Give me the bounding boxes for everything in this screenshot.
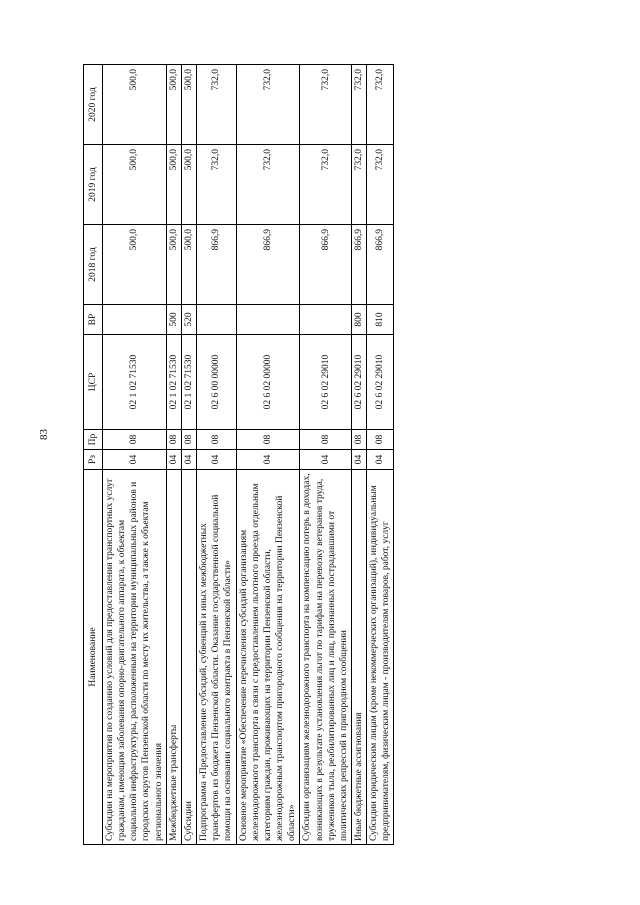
row-pr: 08 bbox=[197, 430, 236, 450]
row-pr: 08 bbox=[351, 430, 366, 450]
row-2020: 732,0 bbox=[197, 65, 236, 145]
table-header-row bbox=[84, 65, 103, 845]
header-name: Наименование bbox=[84, 470, 103, 845]
row-2018: 866,9 bbox=[351, 225, 366, 305]
row-vr: 500 bbox=[166, 305, 181, 335]
row-2019: 500,0 bbox=[181, 145, 196, 225]
header-2018: 2018 год bbox=[84, 225, 103, 305]
row-vr bbox=[103, 305, 167, 335]
row-2018: 500,0 bbox=[166, 225, 181, 305]
row-2018: 866,9 bbox=[300, 225, 352, 305]
row-csr: 02 6 02 00000 bbox=[236, 335, 300, 430]
row-rz: 04 bbox=[103, 450, 167, 470]
header-rz: Рз bbox=[84, 450, 103, 470]
row-pr: 08 bbox=[300, 430, 352, 450]
row-name: Субсидии организациям железнодорожного транспорта на компенсацию потерь в доходах, возникающих в результате установления льгот по тарифам на перевозку ветеранов труда, тружеников тыла, реабилитированных лиц и лиц, признанных пострадавшими от политических репрессий в пригородном сообщении bbox=[300, 470, 352, 845]
row-2019: 500,0 bbox=[103, 145, 167, 225]
header-pr: Пр bbox=[84, 430, 103, 450]
header-2019: 2019 год bbox=[84, 145, 103, 225]
page-number: 83 bbox=[38, 429, 50, 440]
row-2019: 732,0 bbox=[300, 145, 352, 225]
row-2019: 732,0 bbox=[367, 145, 394, 225]
row-rz: 04 bbox=[197, 450, 236, 470]
row-pr: 08 bbox=[181, 430, 196, 450]
row-name: Межбюджетные трансферты bbox=[166, 470, 181, 845]
row-pr: 08 bbox=[236, 430, 300, 450]
header-vr: ВР bbox=[84, 305, 103, 335]
row-csr: 02 1 02 71530 bbox=[166, 335, 181, 430]
row-vr: 800 bbox=[351, 305, 366, 335]
table-row bbox=[166, 65, 181, 845]
row-name: Субсидии юридическим лицам (кроме некоммерческих организаций), индивидуальным предпринимателям, физическим лицам - производителям товаров, работ, услуг bbox=[367, 470, 394, 845]
table-row bbox=[197, 65, 236, 845]
table-row bbox=[300, 65, 352, 845]
row-2020: 732,0 bbox=[351, 65, 366, 145]
row-name: Субсидии bbox=[181, 470, 196, 845]
budget-table bbox=[83, 64, 394, 845]
row-2018: 866,9 bbox=[197, 225, 236, 305]
row-csr: 02 6 00 00000 bbox=[197, 335, 236, 430]
row-csr: 02 6 02 29010 bbox=[367, 335, 394, 430]
row-rz: 04 bbox=[166, 450, 181, 470]
row-2020: 732,0 bbox=[300, 65, 352, 145]
row-vr: 810 bbox=[367, 305, 394, 335]
row-2020: 500,0 bbox=[181, 65, 196, 145]
row-rz: 04 bbox=[367, 450, 394, 470]
row-pr: 08 bbox=[367, 430, 394, 450]
row-name: Основное мероприятие «Обеспечение перечисления субсидий организациям железнодорожного транспорта в связи с предоставлением льготного проезда отдельным категориям граждан, проживающих на территории Пензенской области, железнодорожным транспортом пригородного сообщения на территории Пензенской области» bbox=[236, 470, 300, 845]
row-vr: 520 bbox=[181, 305, 196, 335]
row-2019: 500,0 bbox=[166, 145, 181, 225]
row-csr: 02 1 02 71530 bbox=[181, 335, 196, 430]
row-csr: 02 1 02 71530 bbox=[103, 335, 167, 430]
row-csr: 02 6 02 29010 bbox=[351, 335, 366, 430]
row-pr: 08 bbox=[103, 430, 167, 450]
row-2018: 500,0 bbox=[103, 225, 167, 305]
row-vr bbox=[300, 305, 352, 335]
row-2018: 500,0 bbox=[181, 225, 196, 305]
row-vr bbox=[197, 305, 236, 335]
row-rz: 04 bbox=[300, 450, 352, 470]
row-name: Подпрограмма «Предоставление субсидий, субвенций и иных межбюджетных трансфертов из бюджета Пензенской области. Оказание государственной социальной помощи на основании социального контракта в Пензенской области» bbox=[197, 470, 236, 845]
row-name: Иные бюджетные ассигнования bbox=[351, 470, 366, 845]
row-2018: 866,9 bbox=[236, 225, 300, 305]
row-vr bbox=[236, 305, 300, 335]
row-2020: 500,0 bbox=[103, 65, 167, 145]
row-2019: 732,0 bbox=[197, 145, 236, 225]
row-pr: 08 bbox=[166, 430, 181, 450]
table-row bbox=[351, 65, 366, 845]
row-rz: 04 bbox=[351, 450, 366, 470]
header-csr: ЦСР bbox=[84, 335, 103, 430]
row-csr: 02 6 02 29010 bbox=[300, 335, 352, 430]
row-2019: 732,0 bbox=[236, 145, 300, 225]
row-2019: 732,0 bbox=[351, 145, 366, 225]
row-2018: 866,9 bbox=[367, 225, 394, 305]
row-name: Субсидии на мероприятия по созданию условий для предоставления транспортных услуг гражданам, имеющим заболевания опорно-двигательного аппарата, к объектам социальной инфраструктуры, расположенным на территории муниципальных районов и городских округов Пензенской области по месту их жительства, а также к объектам регионального значения bbox=[103, 470, 167, 845]
row-2020: 732,0 bbox=[236, 65, 300, 145]
table-row bbox=[367, 65, 394, 845]
row-rz: 04 bbox=[181, 450, 196, 470]
rotated-page-content bbox=[83, 65, 533, 845]
table-row bbox=[181, 65, 196, 845]
table-row bbox=[236, 65, 300, 845]
header-2020: 2020 год bbox=[84, 65, 103, 145]
table-row bbox=[103, 65, 167, 845]
row-2020: 500,0 bbox=[166, 65, 181, 145]
row-rz: 04 bbox=[236, 450, 300, 470]
row-2020: 732,0 bbox=[367, 65, 394, 145]
